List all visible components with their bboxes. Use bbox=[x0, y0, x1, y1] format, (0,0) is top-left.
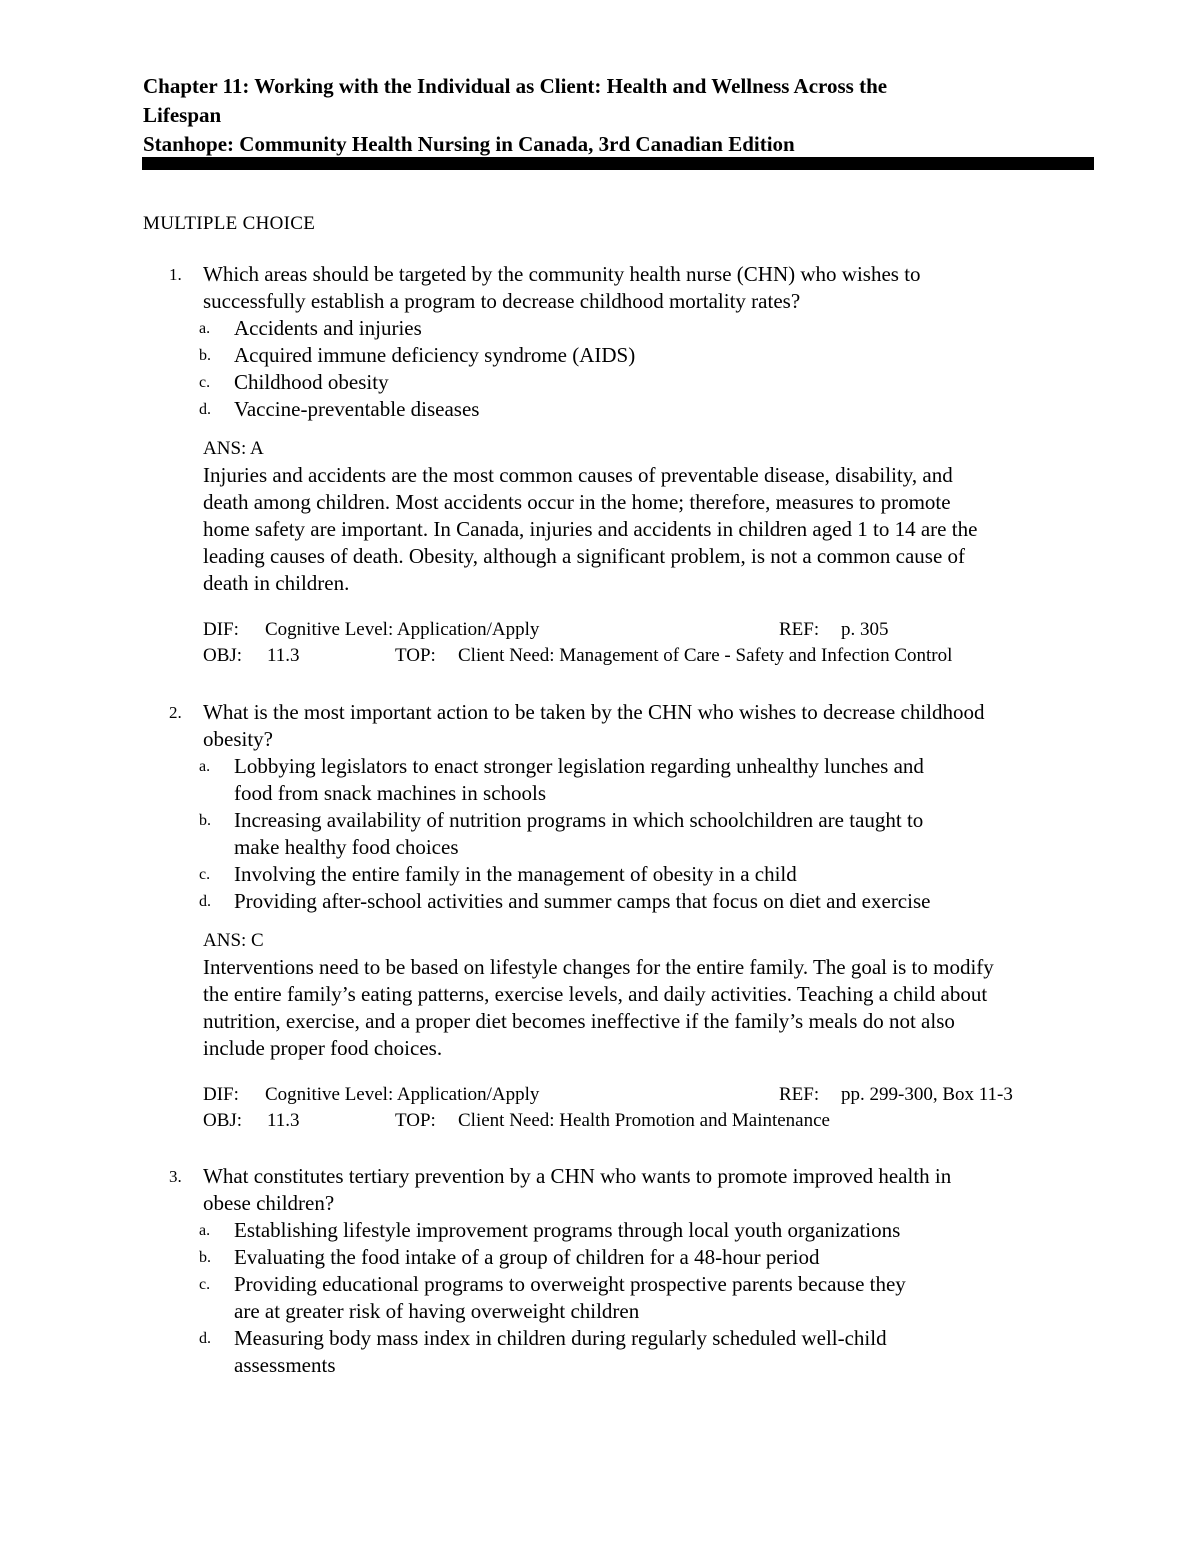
option-letter: d. bbox=[199, 1330, 211, 1347]
option-letter: c. bbox=[199, 1276, 211, 1293]
option-text-line: Providing educational programs to overweight prospective parents because they bbox=[234, 1272, 906, 1296]
rationale-line: Injuries and accidents are the most common causes of preventable disease, disability, and bbox=[203, 463, 953, 487]
answer-option bbox=[143, 888, 1103, 915]
option-text-line: Accidents and injuries bbox=[234, 316, 422, 340]
obj-value: 11.3 bbox=[267, 1110, 300, 1131]
option-letter: c. bbox=[199, 866, 211, 883]
rationale-line: home safety are important. In Canada, injuries and accidents in children aged 1 to 14 are the bbox=[203, 517, 978, 541]
answer-key: ANS: C bbox=[203, 930, 264, 951]
option-text-line: food from snack machines in schools bbox=[234, 781, 547, 805]
dif-label: DIF: bbox=[203, 1084, 239, 1105]
answer-option bbox=[143, 807, 1103, 861]
option-text-line: Involving the entire family in the management of obesity in a child bbox=[234, 862, 797, 886]
option-text-line: Acquired immune deficiency syndrome (AIDS) bbox=[234, 343, 636, 367]
question-number: 3. bbox=[169, 1167, 182, 1186]
answer-option bbox=[143, 369, 1103, 396]
answer-option bbox=[143, 861, 1103, 888]
option-letter: b. bbox=[199, 812, 211, 829]
question-stem-line: Which areas should be targeted by the community health nurse (CHN) who wishes to bbox=[203, 262, 921, 286]
option-letter: d. bbox=[199, 401, 211, 418]
question-stem bbox=[143, 699, 1103, 753]
rationale bbox=[143, 954, 1103, 1062]
option-text-line: Increasing availability of nutrition programs in which schoolchildren are taught to bbox=[234, 808, 924, 832]
option-text-line: Lobbying legislators to enact stronger legislation regarding unhealthy lunches and bbox=[234, 754, 924, 778]
answer-option bbox=[143, 1244, 1103, 1271]
option-letter: b. bbox=[199, 347, 211, 364]
objective-row bbox=[143, 1110, 1103, 1136]
answer-option bbox=[143, 1325, 1103, 1379]
option-letter: c. bbox=[199, 374, 211, 391]
question-stem-line: obesity? bbox=[203, 727, 273, 751]
obj-value: 11.3 bbox=[267, 645, 300, 666]
rationale bbox=[143, 462, 1103, 597]
ref-label: REF: bbox=[779, 619, 820, 640]
question-number: 1. bbox=[169, 265, 182, 284]
option-text-line: Vaccine-preventable diseases bbox=[234, 397, 480, 421]
document-header bbox=[143, 72, 1103, 159]
option-text-line: Providing after-school activities and summer camps that focus on diet and exercise bbox=[234, 889, 931, 913]
option-text-line: assessments bbox=[234, 1353, 336, 1377]
answer-option bbox=[143, 396, 1103, 423]
question-number: 2. bbox=[169, 703, 182, 722]
top-value: Client Need: Health Promotion and Maintenance bbox=[458, 1110, 830, 1131]
option-text-line: make healthy food choices bbox=[234, 835, 459, 859]
option-letter: b. bbox=[199, 1249, 211, 1266]
rationale-line: death among children. Most accidents occur in the home; therefore, measures to promote bbox=[203, 490, 951, 514]
answer-option bbox=[143, 315, 1103, 342]
top-value: Client Need: Management of Care - Safety and Infection Control bbox=[458, 645, 953, 666]
rationale-line: the entire family’s eating patterns, exercise levels, and daily activities. Teaching a child about bbox=[203, 982, 988, 1006]
ref-value: p. 305 bbox=[841, 619, 889, 640]
rationale-line: nutrition, exercise, and a proper diet becomes ineffective if the family’s meals do not also bbox=[203, 1009, 955, 1033]
option-text-line: Measuring body mass index in children during regularly scheduled well-child bbox=[234, 1326, 887, 1350]
rationale-line: leading causes of death. Obesity, although a significant problem, is not a common cause of bbox=[203, 544, 966, 568]
question-block bbox=[143, 261, 1103, 671]
header-divider bbox=[142, 157, 1094, 170]
option-letter: a. bbox=[199, 1222, 211, 1239]
chapter-title-line-1: Chapter 11: Working with the Individual as Client: Health and Wellness Across the bbox=[143, 74, 888, 98]
question-stem-line: successfully establish a program to decrease childhood mortality rates? bbox=[203, 289, 801, 313]
obj-label: OBJ: bbox=[203, 1110, 243, 1131]
difficulty-row bbox=[143, 1084, 1103, 1110]
objective-row bbox=[143, 645, 1103, 671]
section-title: MULTIPLE CHOICE bbox=[143, 213, 316, 234]
option-letter: a. bbox=[199, 320, 211, 337]
answer-key: ANS: A bbox=[203, 438, 264, 459]
top-label: TOP: bbox=[395, 1110, 436, 1131]
ref-value: pp. 299-300, Box 11-3 bbox=[841, 1084, 1013, 1105]
question-stem-line: What constitutes tertiary prevention by a CHN who wants to promote improved health in bbox=[203, 1164, 952, 1188]
question-stem bbox=[143, 261, 1103, 315]
top-label: TOP: bbox=[395, 645, 436, 666]
option-text-line: Establishing lifestyle improvement programs through local youth organizations bbox=[234, 1218, 901, 1242]
dif-value: Cognitive Level: Application/Apply bbox=[265, 619, 540, 640]
question-stem-line: obese children? bbox=[203, 1191, 335, 1215]
answer-option bbox=[143, 1271, 1103, 1325]
option-text-line: Childhood obesity bbox=[234, 370, 389, 394]
obj-label: OBJ: bbox=[203, 645, 243, 666]
option-letter: a. bbox=[199, 758, 211, 775]
option-text-line: Evaluating the food intake of a group of children for a 48-hour period bbox=[234, 1245, 820, 1269]
difficulty-row bbox=[143, 619, 1103, 645]
question-stem-line: What is the most important action to be taken by the CHN who wishes to decrease childhood bbox=[203, 700, 985, 724]
chapter-title-line-2: Lifespan bbox=[143, 103, 222, 127]
question-block bbox=[143, 699, 1103, 1136]
question-block bbox=[143, 1163, 1103, 1379]
option-letter: d. bbox=[199, 893, 211, 910]
answer-option bbox=[143, 342, 1103, 369]
option-text-line: are at greater risk of having overweight children bbox=[234, 1299, 640, 1323]
rationale-line: death in children. bbox=[203, 571, 350, 595]
question-stem bbox=[143, 1163, 1103, 1217]
answer-option bbox=[143, 753, 1103, 807]
dif-value: Cognitive Level: Application/Apply bbox=[265, 1084, 540, 1105]
dif-label: DIF: bbox=[203, 619, 239, 640]
rationale-line: Interventions need to be based on lifestyle changes for the entire family. The goal is to modify bbox=[203, 955, 994, 979]
rationale-line: include proper food choices. bbox=[203, 1036, 443, 1060]
ref-label: REF: bbox=[779, 1084, 820, 1105]
book-subtitle: Stanhope: Community Health Nursing in Canada, 3rd Canadian Edition bbox=[143, 132, 795, 156]
answer-option bbox=[143, 1217, 1103, 1244]
